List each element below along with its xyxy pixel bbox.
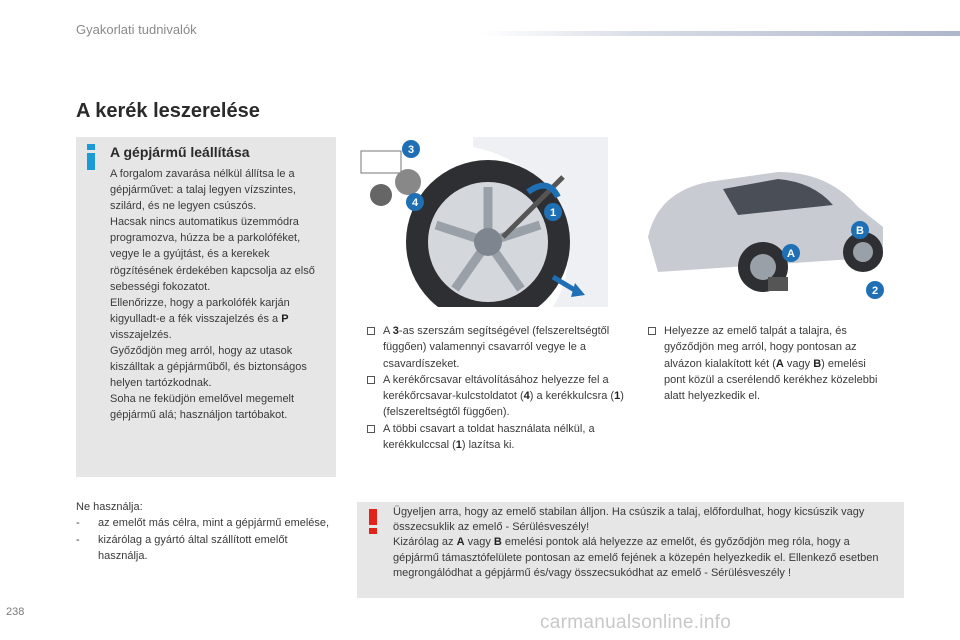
usage-item: - az emelőt más célra, mint a gépjármű emelése, [76, 517, 330, 530]
header-title: Gyakorlati tudnivalók [76, 22, 197, 37]
usage-note [76, 499, 336, 564]
wheel-tools-illustration [353, 137, 608, 307]
info-title: A gépjármű leállítása [110, 144, 250, 160]
usage-intro: Ne használja: [76, 501, 143, 513]
step-item: A kerékőrcsavar eltávolításához helyezze fel a kerékőrcsavar-kulcstoldatot (4) a kerékkulcsra (1) (felszereltségtől függően). [367, 372, 627, 421]
step-item: A többi csavart a toldat használata nélkül, a kerékkulccsal (1) lazítsa ki. [367, 421, 627, 454]
info-paragraph: Ellenőrizze, hogy a parkolófék karján kigyulladt-e a fék visszajelzés és a P visszajelzés. [110, 296, 290, 341]
steps-left [367, 323, 627, 453]
label-3: 3 [407, 144, 415, 156]
step-item: Helyezze az emelő talpát a talajra, és győződjön meg arról, hogy pontosan az alvázon kialakított két (A vagy B) emelési pont közül a cserélendő kerékhez közelebbi alatt helyezkedik el. [648, 323, 888, 404]
step-item: A 3-as szerszám segítségével (felszereltségtől függően) valamennyi csavarról vegye le a csavardíszeket. [367, 323, 627, 372]
label-1: 1 [549, 207, 557, 219]
label-a: A [787, 248, 795, 260]
label-2: 2 [871, 285, 879, 297]
car-jack-illustration [628, 137, 898, 307]
page-title: A kerék leszerelése [76, 100, 260, 122]
info-paragraph: Győződjön meg arról, hogy az utasok kiszálltak a gépjárműből, és biztonságos helyen tartózkodnak. [110, 345, 307, 390]
label-4: 4 [411, 197, 419, 209]
info-paragraph: A forgalom zavarása nélkül állítsa le a gépjárművet: a talaj legyen vízszintes, szilárd, és ne legyen csúszós. [110, 168, 296, 213]
watermark: carmanualsonline.info [540, 612, 732, 633]
info-text [110, 166, 330, 424]
page-number: 238 [6, 606, 25, 618]
warning-text: Ügyeljen arra, hogy az emelő stabilan álljon. Ha csúszik a talaj, előfordulhat, hogy kicsúszik vagy összecsuklik az emelő - Sérülésveszély! Kizárólag az A vagy B emelési pontok alá helyezze az emelőt, és győződjön meg róla, hogy a gépjármű támasztófelülete pontosan az emelő fejének a közepén helyezkedik el. Ellenkező esetben megrongálódhat a gépjármű és/vagy összecsukódhat az emelő - Sérülésveszély ! [393, 506, 879, 579]
info-paragraph: Soha ne feküdjön emelővel megemelt gépjármű alá; használjon tartóbakot. [110, 393, 295, 422]
label-b: B [856, 225, 864, 237]
header-divider [480, 31, 960, 36]
warning-icon [366, 506, 380, 536]
info-paragraph: Hacsak nincs automatikus üzemmódra programozva, húzza be a parkolóféket, vegye le a gyújtást, és a kerekek rögzítésének érdekében kapcsolja az első sebességi fokozatot. [110, 216, 315, 293]
usage-item: - kizárólag a gyártó által szállított emelőt használja. [76, 533, 288, 562]
info-icon [84, 142, 98, 172]
steps-right [648, 323, 888, 404]
